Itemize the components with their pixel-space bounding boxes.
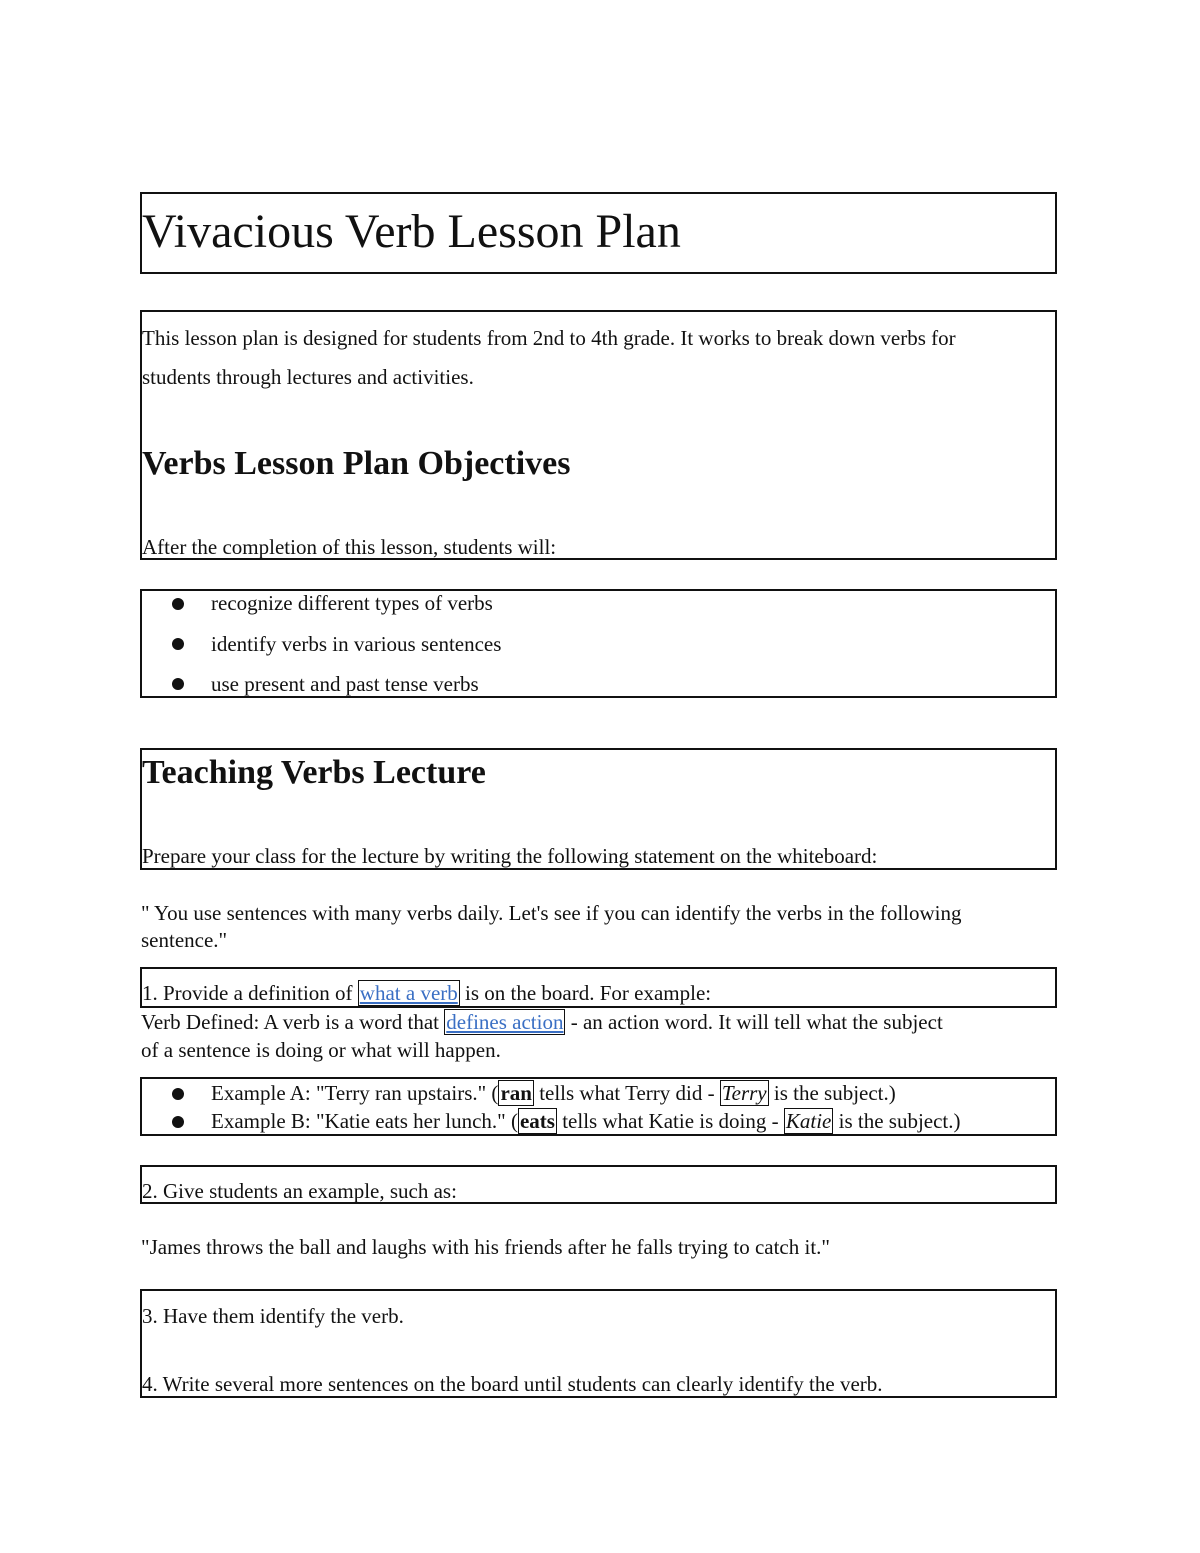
example-b-middle: tells what Katie is doing - bbox=[556, 1109, 784, 1133]
example-sentence: "James throws the ball and laughs with his friends after he falls trying to catch it." bbox=[141, 1235, 830, 1259]
objective-item: identify verbs in various sentences bbox=[211, 632, 502, 656]
example-b bbox=[211, 1108, 961, 1135]
example-a-subject: Terry bbox=[721, 1081, 767, 1105]
definition-after: - an action word. It will tell what the subject bbox=[565, 1010, 943, 1034]
bullet-icon bbox=[172, 1088, 184, 1100]
step4-text: 4. Write several more sentences on the board until students can clearly identify the verb. bbox=[142, 1372, 883, 1396]
definition-before: Verb Defined: A verb is a word that bbox=[141, 1010, 445, 1034]
example-b-prefix: Example B: "Katie eats her lunch." ( bbox=[211, 1109, 518, 1133]
page-title: Vivacious Verb Lesson Plan bbox=[142, 205, 681, 258]
example-a bbox=[211, 1080, 896, 1107]
definition-line-2: of a sentence is doing or what will happen. bbox=[141, 1038, 501, 1062]
objectives-lead: After the completion of this lesson, students will: bbox=[142, 535, 557, 559]
statement-line-2: sentence." bbox=[141, 928, 228, 952]
step1-after: is on the board. For example: bbox=[459, 981, 712, 1005]
example-a-prefix: Example A: "Terry ran upstairs." ( bbox=[211, 1081, 499, 1105]
bullet-icon bbox=[172, 678, 184, 690]
bullet-icon bbox=[172, 638, 184, 650]
definition-line-1 bbox=[141, 1009, 943, 1036]
what-a-verb-link[interactable]: what a verb bbox=[359, 981, 458, 1005]
statement-line-1: " You use sentences with many verbs daily. Let's see if you can identify the verbs in the following bbox=[141, 901, 962, 925]
example-b-suffix: is the subject.) bbox=[833, 1109, 961, 1133]
lecture-prepare: Prepare your class for the lecture by writing the following statement on the whiteboard: bbox=[142, 844, 878, 868]
objective-item: use present and past tense verbs bbox=[211, 672, 479, 696]
step1-before: 1. Provide a definition of bbox=[142, 981, 358, 1005]
example-a-verb: ran bbox=[500, 1081, 532, 1105]
step2-text: 2. Give students an example, such as: bbox=[142, 1179, 457, 1203]
defines-action-link[interactable]: defines action bbox=[446, 1010, 564, 1034]
step3-text: 3. Have them identify the verb. bbox=[142, 1304, 404, 1328]
objectives-heading: Verbs Lesson Plan Objectives bbox=[142, 445, 571, 482]
example-b-subject: Katie bbox=[785, 1109, 832, 1133]
example-a-middle: tells what Terry did - bbox=[533, 1081, 720, 1105]
bullet-icon bbox=[172, 1116, 184, 1128]
intro-line-2: students through lectures and activities. bbox=[142, 365, 474, 389]
example-b-verb: eats bbox=[519, 1109, 555, 1133]
step1-text bbox=[142, 980, 711, 1007]
lecture-heading: Teaching Verbs Lecture bbox=[142, 754, 486, 791]
bullet-icon bbox=[172, 598, 184, 610]
intro-line-1: This lesson plan is designed for students from 2nd to 4th grade. It works to break down verbs for bbox=[142, 326, 956, 350]
example-a-suffix: is the subject.) bbox=[768, 1081, 896, 1105]
objective-item: recognize different types of verbs bbox=[211, 591, 493, 615]
